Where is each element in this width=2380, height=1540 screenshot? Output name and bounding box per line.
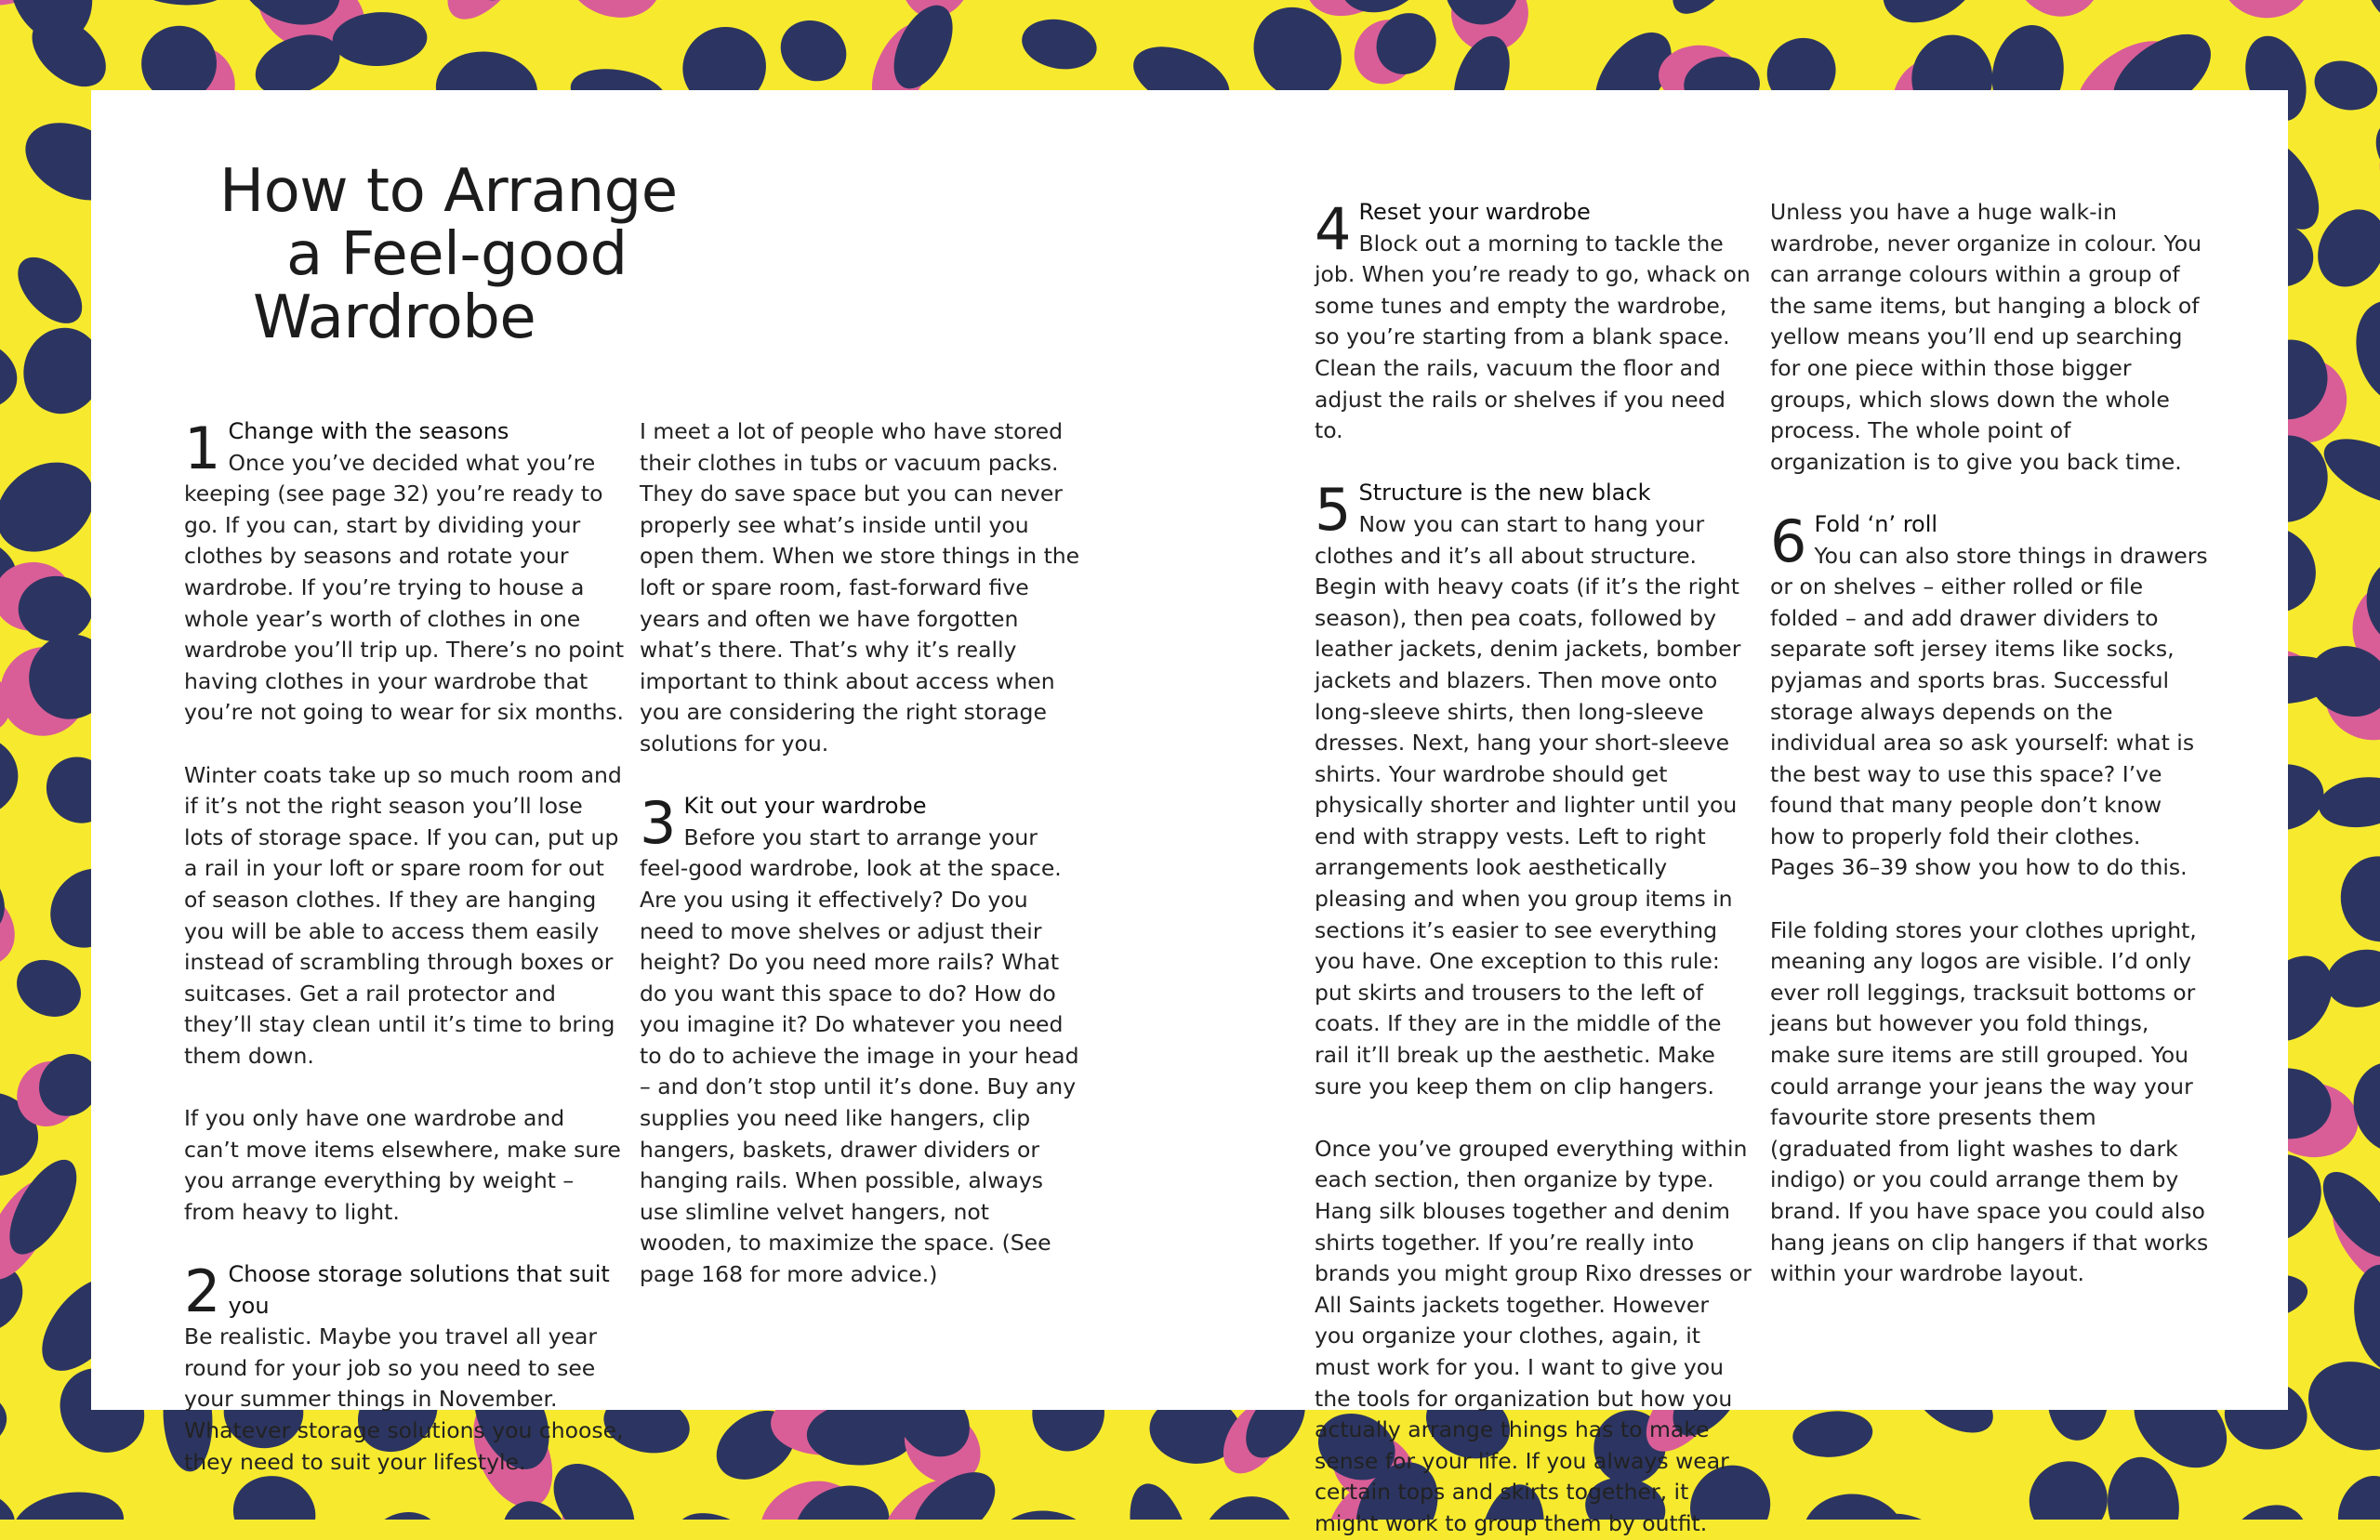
spot-navy <box>6 245 94 335</box>
paragraph: You can also store things in drawers or on shelves – either rolled or file folded – and add drawer dividers to separate soft jersey items like socks, pyjamas and sports bras. Successful storage always depends on the individual area so ask yourself: what is the best way to use this space? I’ve found that many people don’t know how to properly fold their clothes. Pages 36–39 show you how to do this. <box>1770 541 2211 885</box>
spot-pink <box>1723 0 1826 7</box>
spot-navy <box>2014 1446 2122 1520</box>
spot-navy <box>0 114 16 228</box>
section-2 <box>184 1259 625 1478</box>
spot-navy <box>0 1384 11 1462</box>
paragraph: Be realistic. Maybe you travel all year round for your job so you need to see your summer things in November. Whatever storage solutions you choose, they need to suit your lifestyle. <box>184 1322 625 1478</box>
spot-navy <box>1186 1480 1310 1520</box>
spot-navy <box>2363 107 2380 199</box>
paragraph: Now you can start to hang your clothes and it’s all about structure. Begin with heavy coats (if it’s the right season), then pea coats, followed by leather jackets, denim jackets, bomber jackets and blazers. Then move onto long-sleeve shirts, then long-sleeve dresses. Next, hang your short-sleeve shirts. Your wardrobe should get physically shorter and lighter until you end with strappy vests. Left to right arrangements look aesthetically pleasing and when you group items in sections it’s easier to see everything you have. One exception to this rule: put skirts and trousers to the left of coats. If they are in the middle of the rail it’ll break up the aesthetic. Make sure you keep them on clip hangers. <box>1315 509 1755 1102</box>
spot-navy <box>1018 13 1101 74</box>
section-number: 4 <box>1315 203 1351 257</box>
paragraph: Block out a morning to tackle the job. When you’re ready to go, whack on some tunes and empty the wardrobe, so you’re starting from a blank space. Clean the rails, vacuum the floor and adjust the rails or shelves if you need to. <box>1315 229 1755 447</box>
spot-navy <box>2204 1488 2325 1520</box>
section-5 <box>1315 478 1755 1539</box>
title-line-3: Wardrobe <box>219 286 678 349</box>
spot-navy <box>814 0 906 10</box>
spot-navy <box>125 0 232 9</box>
spot-navy <box>354 1499 454 1520</box>
spot-navy <box>9 1485 128 1520</box>
paragraph: File folding stores your clothes upright, meaning any logos are visible. I’d only ever roll leggings, tracksuit bottoms or jeans but however you fold things, make sure items are still grouped. You could arrange your jeans the way your favourite store presents them (graduated from light washes to dark indigo) or you could arrange them by brand. If you have space you could also hang jeans on clip hangers if that works within your wardrobe layout. <box>1770 915 2211 1290</box>
spot-navy <box>2344 291 2380 415</box>
spot-navy <box>770 9 856 93</box>
spot-navy <box>2355 0 2380 31</box>
spot-pink <box>1994 0 2119 33</box>
spot-navy <box>7 949 90 1027</box>
page-spread <box>91 90 2288 1410</box>
section-1 <box>184 416 625 1228</box>
page-title <box>219 160 678 349</box>
title-line-2: a Feel-good <box>219 223 678 286</box>
paragraph: If you only have one wardrobe and can’t move items elsewhere, make sure you arrange everything by weight – from heavy to light. <box>184 1103 625 1228</box>
section-number: 6 <box>1770 515 1806 569</box>
spot-navy <box>0 1476 21 1520</box>
spot-navy <box>676 0 784 11</box>
paragraph: Once you’ve grouped everything within each section, then organize by type. Hang silk blouses together and denim shirts together. If you’re really into brands you might group Rixo dresses or All Saints jackets together. However you organize your clothes, again, it must work for you. I want to give you the tools for organization but how you actually arrange things has to make sense for your life. If you always wear certain tops and skirts together, it might work to group them by outfit. <box>1315 1134 1755 1540</box>
paragraph: Unless you have a huge walk-in wardrobe, never organize in colour. You can arrange colours within a group of the same items, but hanging a block of yellow means you’ll end up searching for one piece within those bigger groups, which slows down the whole process. The whole point of organization is to give you back time. <box>1770 197 2211 478</box>
spot-navy <box>2316 772 2380 833</box>
title-line-1: How to Arrange <box>219 160 678 223</box>
spot-navy <box>2334 850 2380 947</box>
spot-navy <box>1128 0 1223 1</box>
section-heading: Fold ‘n’ roll <box>1770 509 2211 541</box>
section-number: 5 <box>1315 483 1351 537</box>
section-3 <box>640 791 1080 1291</box>
spot-pink <box>432 0 540 33</box>
spot-pink <box>554 0 671 31</box>
section-number: 3 <box>640 796 676 850</box>
section-heading: Change with the seasons <box>184 416 625 448</box>
spot-navy <box>990 1505 1103 1520</box>
spot-navy <box>2308 53 2380 117</box>
spot-navy <box>2294 1345 2380 1467</box>
spot-pink <box>2211 0 2320 27</box>
spot-navy <box>0 731 22 822</box>
section-heading: Structure is the new black <box>1315 478 1755 509</box>
section-number: 1 <box>184 422 220 476</box>
paragraph: I meet a lot of people who have stored their clothes in tubs or vacuum packs. They do save space but you can never properly see what’s inside until you open them. When we store things in the loft or spare room, fast-forward five years and often we have forgotten what’s there. That’s why it’s really important to think about access when you are considering the right storage solutions for you. <box>640 416 1080 760</box>
spot-pink <box>0 870 31 981</box>
spot-navy <box>2102 1453 2184 1520</box>
column-4 <box>1770 197 2211 1290</box>
section-4 <box>1315 197 1755 447</box>
spot-navy <box>2309 1160 2380 1269</box>
column-3 <box>1315 197 1755 1540</box>
section-heading: Kit out your wardrobe <box>640 791 1080 823</box>
spot-navy <box>1659 0 1756 26</box>
column-2 <box>640 416 1080 1291</box>
paragraph: Winter coats take up so much room and if it’s not the right season you’ll lose lots of storage space. If you can, put up a rail in your loft or spare room for out of season clothes. If they are hanging you will be able to access them easily instead of scrambling through boxes or suitcases. Get a rail protector and they’ll stay clean until it’s time to bring them down. <box>184 760 625 1073</box>
section-heading: Choose storage solutions that suit you <box>184 1259 625 1322</box>
spot-navy <box>1118 1477 1202 1520</box>
spot-navy <box>0 330 23 419</box>
paragraph: Before you start to arrange your feel-good wardrobe, look at the space. Are you using it effectively? Do you need to move shelves or adjust their height? Do you need more rails? What do you want this space to do? How do you imagine it? Do whatever you need to do to achieve the image in your head – and don’t stop until it’s done. Buy any supplies you need like hangers, clip hangers, baskets, drawer dividers or hanging rails. When possible, always use slimline velvet hangers, not wooden, to maximize the space. (See page 168 for more advice.) <box>640 823 1080 1291</box>
spot-navy <box>1870 0 1992 38</box>
section-6 <box>1770 509 2211 1290</box>
spot-navy <box>2346 1259 2380 1378</box>
column-1 <box>184 416 625 1478</box>
section-number: 2 <box>184 1265 220 1319</box>
spot-navy <box>1791 1408 1874 1461</box>
section-heading: Reset your wardrobe <box>1315 197 1755 229</box>
paragraph: Once you’ve decided what you’re keeping (see page 32) you’re ready to go. If you can, start by dividing your clothes by seasons and rotate your wardrobe. If you’re trying to house a whole year’s worth of clothes in one wardrobe you’ll trip up. There’s no point having clothes in your wardrobe that you’re not going to wear for six months. <box>184 448 625 729</box>
spot-navy <box>2327 1466 2380 1520</box>
